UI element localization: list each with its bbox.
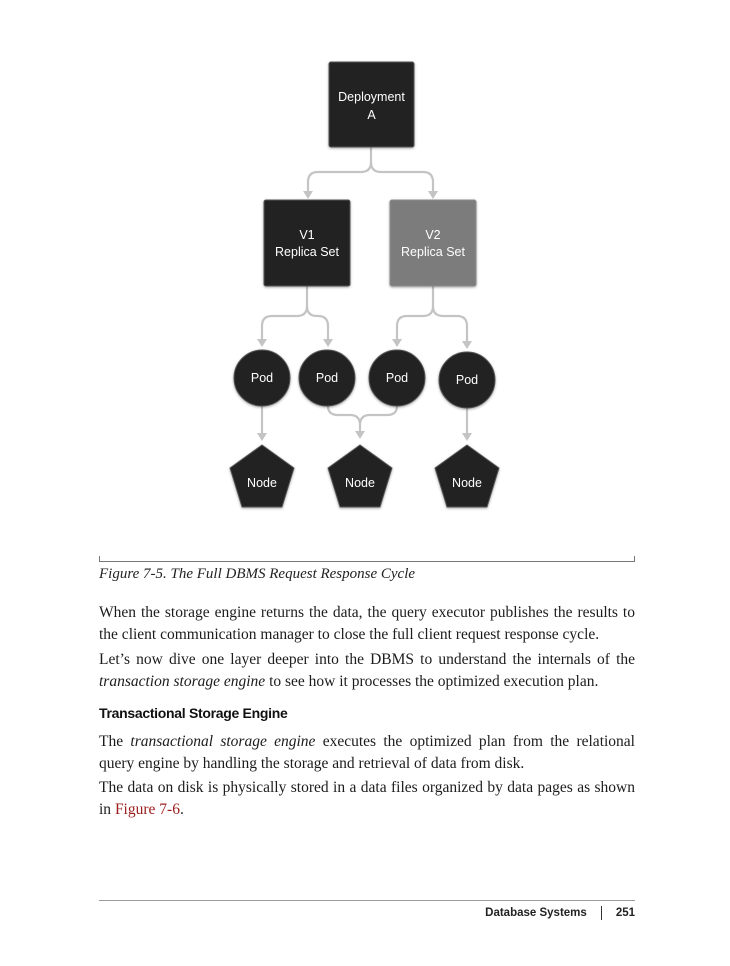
- arrowhead: [462, 433, 472, 441]
- paragraph-4-text: The data on disk is physically stored in a data files organized by data pages as shown in: [99, 779, 635, 818]
- connector-v2-to-pods: [397, 287, 467, 342]
- paragraph-2-emphasis: transaction storage engine: [99, 672, 266, 690]
- node-2: [328, 445, 392, 507]
- connector-pods-to-node2: [328, 404, 397, 432]
- deployment-box: [329, 62, 414, 147]
- deployment-label-line2: A: [367, 108, 376, 122]
- figure-7-6-link[interactable]: Figure 7-6: [114, 800, 180, 818]
- pod-label: Pod: [385, 371, 409, 385]
- pod-label: Pod: [250, 371, 274, 385]
- pod-1: [234, 350, 290, 406]
- pod-2: [299, 350, 355, 406]
- paragraph-3-emphasis: transactional storage engine: [130, 733, 316, 750]
- connectors: [257, 148, 472, 441]
- node-label: Node: [247, 476, 277, 490]
- paragraph-3-text: The: [99, 733, 131, 750]
- pod-3: [369, 350, 425, 406]
- node-3: [435, 445, 499, 507]
- arrowhead: [355, 431, 365, 439]
- paragraph-3: [99, 731, 635, 774]
- arrowhead: [303, 191, 313, 199]
- arrowhead: [323, 339, 333, 347]
- paragraph-3-text-end: executes the optimized plan from the relational query engine by handling the storage and retrieval of data from disk.: [99, 733, 635, 772]
- arrowhead: [257, 339, 267, 347]
- deployment-label-line1: Deployment: [338, 90, 405, 104]
- paragraph-2-text: Let’s now dive one layer deeper into the DBMS to understand the internals of the: [99, 651, 635, 668]
- arrowhead: [392, 339, 402, 347]
- page-number: 251: [615, 907, 635, 919]
- connector-deployment-to-replicasets: [308, 148, 433, 192]
- paragraph-2: [99, 649, 635, 692]
- paragraph-2-text-end: to see how it processes the optimized execution plan.: [265, 672, 599, 690]
- v1-replica-set-box: [264, 200, 350, 286]
- v2-label-line1: V2: [425, 228, 441, 242]
- connector-v1-to-pods: [262, 287, 328, 340]
- arrowhead: [257, 433, 267, 441]
- footer-section-title: Database Systems: [485, 907, 587, 919]
- figure-caption: Figure 7-5. The Full DBMS Request Response Cycle: [99, 566, 416, 582]
- v1-label-line1: V1: [299, 228, 315, 242]
- node-label: Node: [452, 476, 482, 490]
- figure-rule: [99, 556, 635, 562]
- v2-label-line2: Replica Set: [401, 245, 465, 259]
- paragraph-4: [99, 777, 635, 820]
- pod-4: [439, 352, 495, 408]
- arrowhead: [462, 341, 472, 349]
- v1-label-line2: Replica Set: [275, 245, 339, 259]
- v2-replica-set-box: [390, 200, 476, 286]
- paragraph-1: When the storage engine returns the data, the query executor publishes the results to the client communication manager to close the full client request response cycle.: [99, 604, 635, 643]
- paragraph-4-text-end: .: [179, 800, 184, 818]
- footer-rule: [99, 900, 635, 901]
- pod-label: Pod: [455, 373, 479, 387]
- node-label: Node: [345, 476, 375, 490]
- section-heading: Transactional Storage Engine: [99, 705, 288, 721]
- node-1: [230, 445, 294, 507]
- arrowhead: [428, 191, 438, 199]
- page-footer: [485, 906, 635, 920]
- footer-separator: [601, 906, 602, 920]
- pod-label: Pod: [315, 371, 339, 385]
